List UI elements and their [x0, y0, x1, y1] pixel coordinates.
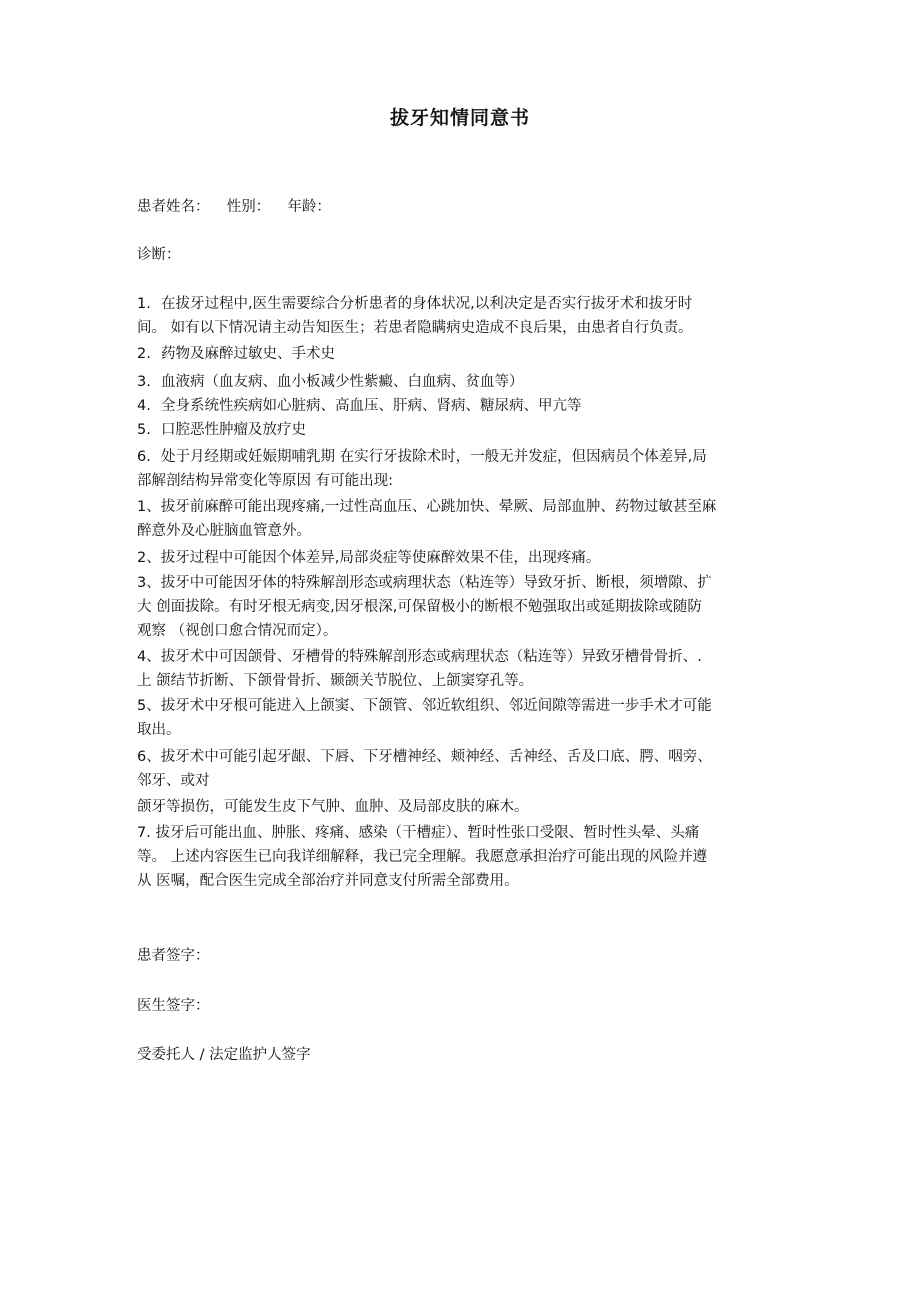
- risk-item-line: 6、拔牙术中可能引起牙龈、下唇、下牙槽神经、颊神经、舌神经、舌及口底、腭、咽旁、: [137, 749, 712, 765]
- list-item-number: 2.: [137, 346, 151, 362]
- risk-item-line: 醉意外及心脏脑血管意外。: [137, 523, 311, 539]
- list-item-text: 全身系统性疾病如心脏病、高血压、肝病、肾病、糖尿病、甲亢等: [161, 398, 582, 414]
- list-item-number: 4.: [137, 398, 151, 414]
- list-item: [137, 292, 692, 316]
- list-item-number: 6.: [137, 449, 151, 465]
- patient-signature-label: 患者签字：: [137, 948, 210, 964]
- age-label: 年龄：: [287, 199, 331, 215]
- list-item-number: 5.: [137, 422, 151, 438]
- list-item: [137, 445, 707, 469]
- guardian-signature-label: 受委托人 / 法定监护人签字: [137, 1047, 311, 1063]
- risk-item-line: 7. 拔牙后可能出血、肿胀、疼痛、感染（干槽症）、暂时性张口受限、暂时性头晕、头痛: [137, 825, 700, 841]
- list-item: [137, 418, 306, 442]
- document-title: 拔牙知情同意书: [389, 107, 530, 129]
- risk-item-line: 2、拔牙过程中可能因个体差异,局部炎症等使麻醉效果不佳，出现疼痛。: [137, 550, 601, 566]
- risk-item-line: 3、拔牙中可能因牙体的特殊解剖形态或病理状态（粘连等）导致牙折、断根，须增隙、扩: [137, 575, 712, 591]
- list-item-number: 3.: [137, 374, 151, 390]
- patient-name-label: 患者姓名：: [137, 199, 210, 215]
- list-item-text: 药物及麻醉过敏史、手术史: [161, 346, 335, 362]
- risk-item-line: 大 创面拔除。有时牙根无病变,因牙根深,可保留极小的断根不勉强取出或延期拔除或随防: [137, 599, 702, 615]
- list-item-continuation: 间。 如有以下情况请主动告知医生；若患者隐瞒病史造成不良后果，由患者自行负责。: [137, 320, 693, 336]
- list-item: [137, 342, 335, 366]
- list-item-text: 在拔牙过程中,医生需要综合分析患者的身体状况,以利决定是否实行拔牙术和拔牙时: [161, 296, 693, 312]
- risk-item-line: 上 颌结节折断、下颌骨骨折、颞颌关节脱位、上颌窦穿孔等。: [137, 673, 534, 689]
- diagnosis-label: 诊断：: [137, 247, 181, 263]
- risk-item-line: 取出。: [137, 722, 181, 738]
- consent-statement-line: 从 医嘱，配合医生完成全部治疗并同意支付所需全部费用。: [137, 873, 519, 889]
- list-item-text: 口腔恶性肿瘤及放疗史: [161, 422, 306, 438]
- consent-statement-line: 等。 上述内容医生已向我详细解释，我已完全理解。我愿意承担治疗可能出现的风险并遵: [137, 849, 708, 865]
- risk-item-line: 4、拔牙术中可因颌骨、牙槽骨的特殊解剖形态或病理状态（粘连等）异致牙槽骨骨折、.: [137, 649, 702, 665]
- patient-info-line: [137, 195, 331, 219]
- risk-item-line: 观察 （视创口愈合情况而定）。: [137, 623, 338, 639]
- risk-item-line: 1、拔牙前麻醉可能出现疼痛,一过性高血压、心跳加快、晕厥、局部血肿、药物过敏甚至麻: [137, 499, 717, 515]
- list-item-continuation: 部解剖结构异常变化等原因 有可能出现:: [137, 473, 393, 489]
- list-item-text: 处于月经期或妊娠期哺乳期 在实行牙拔除术时，一般无并发症，但因病员个体差异,局: [161, 449, 707, 465]
- risk-item-line: 5、拔牙术中牙根可能进入上颌窦、下颌管、邻近软组织、邻近间隙等需进一步手术才可能: [137, 698, 712, 714]
- risk-item-line: 邻牙、或对: [137, 773, 210, 789]
- gender-label: 性别：: [226, 199, 271, 215]
- list-item: [137, 394, 582, 418]
- list-item-number: 1.: [137, 296, 151, 312]
- list-item: [137, 370, 524, 394]
- list-item-text: 血液病（血友病、血小板减少性紫癜、白血病、贫血等）: [161, 374, 524, 390]
- doctor-signature-label: 医生签字：: [137, 998, 210, 1014]
- risk-item-line: 颌牙等损伤，可能发生皮下气肿、血肿、及局部皮肤的麻木。: [137, 799, 529, 815]
